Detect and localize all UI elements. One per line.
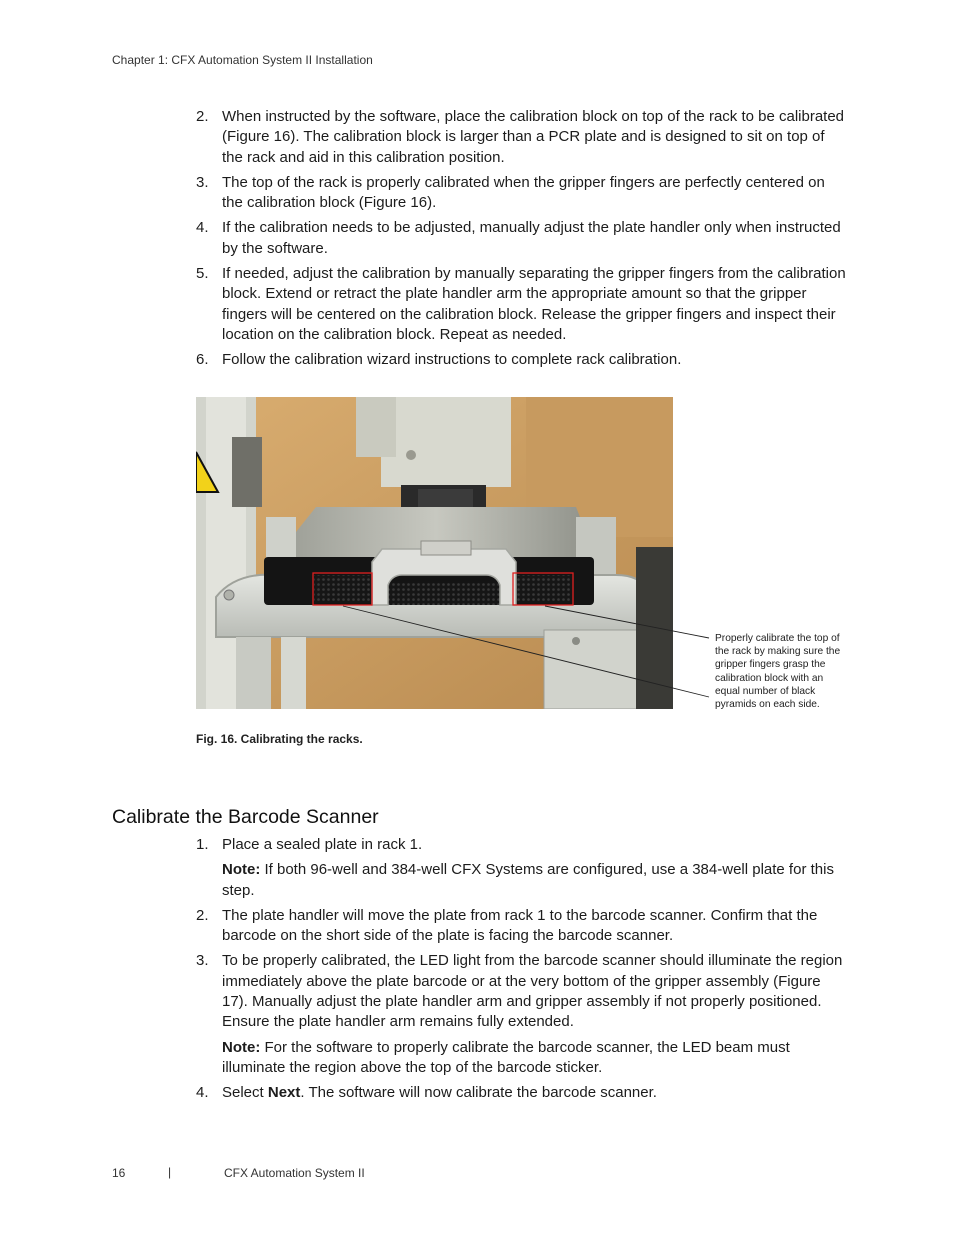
step-text: The plate handler will move the plate from rack 1 to the barcode scanner. Confirm that the barcode on the short side of the plate is facing the barcode scanner.: [222, 906, 818, 945]
list-item: [196, 107, 846, 168]
list-item: [196, 1083, 846, 1103]
note-text: For the software to properly calibrate the barcode scanner, the LED beam must illuminate the region above the top of the barcode sticker.: [222, 1038, 790, 1076]
figure-callout: Properly calibrate the top of the rack by making sure the gripper fingers grasp the calibration block with an equal number of black pyramids on each side.: [715, 633, 841, 711]
calibration-photo-illustration: [196, 397, 673, 709]
calibration-photo: [196, 397, 673, 709]
list-item: [196, 173, 846, 214]
list-item: [196, 951, 846, 1078]
step-number: 1.: [196, 836, 209, 853]
page-number: 16: [112, 1166, 126, 1180]
barcode-calibration-steps: [196, 835, 846, 1109]
next-keyword: Next: [267, 1084, 301, 1102]
step-text: Place a sealed plate in rack 1.: [222, 836, 423, 853]
step-text: When instructed by the software, place the calibration block on top of the rack to be calibrated (Figure 16). The calibration block is larger than a PCR plate and is designed to sit on top of the rack and aid in this calibration position.: [222, 108, 845, 166]
list-item: [196, 835, 846, 901]
step-number: 4.: [196, 219, 209, 237]
note-label: Note:: [222, 861, 261, 879]
footer-title: CFX Automation System II: [224, 1166, 365, 1180]
list-item: [196, 264, 846, 345]
footer-separator: |: [168, 1165, 172, 1179]
step-number: 3.: [196, 952, 209, 970]
step-number: 6.: [196, 351, 209, 369]
step-text: Follow the calibration wizard instructions to complete rack calibration.: [222, 351, 682, 369]
step-text: To be properly calibrated, the LED light from the barcode scanner should illuminate the region immediately above the plate barcode or at the very bottom of the gripper assembly (Figure 17). Manually adjust the plate handler arm and gripper assembly if not properly positioned. Ensure the plate handler arm remains fully extended.: [222, 952, 843, 1031]
note: [222, 1038, 846, 1079]
step-number: 5.: [196, 265, 209, 283]
figure-caption: Fig. 16. Calibrating the racks.: [196, 732, 363, 746]
running-header: Chapter 1: CFX Automation System II Installation: [112, 53, 373, 67]
list-item: [196, 350, 846, 370]
step-number: 3.: [196, 173, 209, 191]
note: [222, 860, 846, 901]
step-text-before: Select: [222, 1084, 268, 1102]
step-text: If needed, adjust the calibration by manually separating the gripper fingers from the calibration block. Extend or retract the plate handler arm the appropriate amount so that the gripper fingers will be centered on the calibration block. Release the gripper fingers and inspect their location on the calibration block. Repeat as needed.: [222, 265, 846, 343]
list-item: [196, 218, 846, 259]
section-title: Calibrate the Barcode Scanner: [112, 806, 379, 828]
step-text-after: . The software will now calibrate the barcode scanner.: [300, 1084, 657, 1102]
step-number: 2.: [196, 108, 209, 125]
note-label: Note:: [222, 1038, 261, 1056]
step-number: 2.: [196, 906, 209, 924]
rack-calibration-steps: [196, 107, 846, 376]
note-text: If both 96-well and 384-well CFX Systems are configured, use a 384-well plate for this step.: [222, 861, 834, 899]
step-text: If the calibration needs to be adjusted, manually adjust the plate handler only when instructed by the software.: [222, 219, 841, 257]
step-text: The top of the rack is properly calibrated when the gripper fingers are perfectly centered on the calibration block (Figure 16).: [222, 173, 825, 212]
step-number: 4.: [196, 1084, 209, 1102]
list-item: [196, 906, 846, 947]
